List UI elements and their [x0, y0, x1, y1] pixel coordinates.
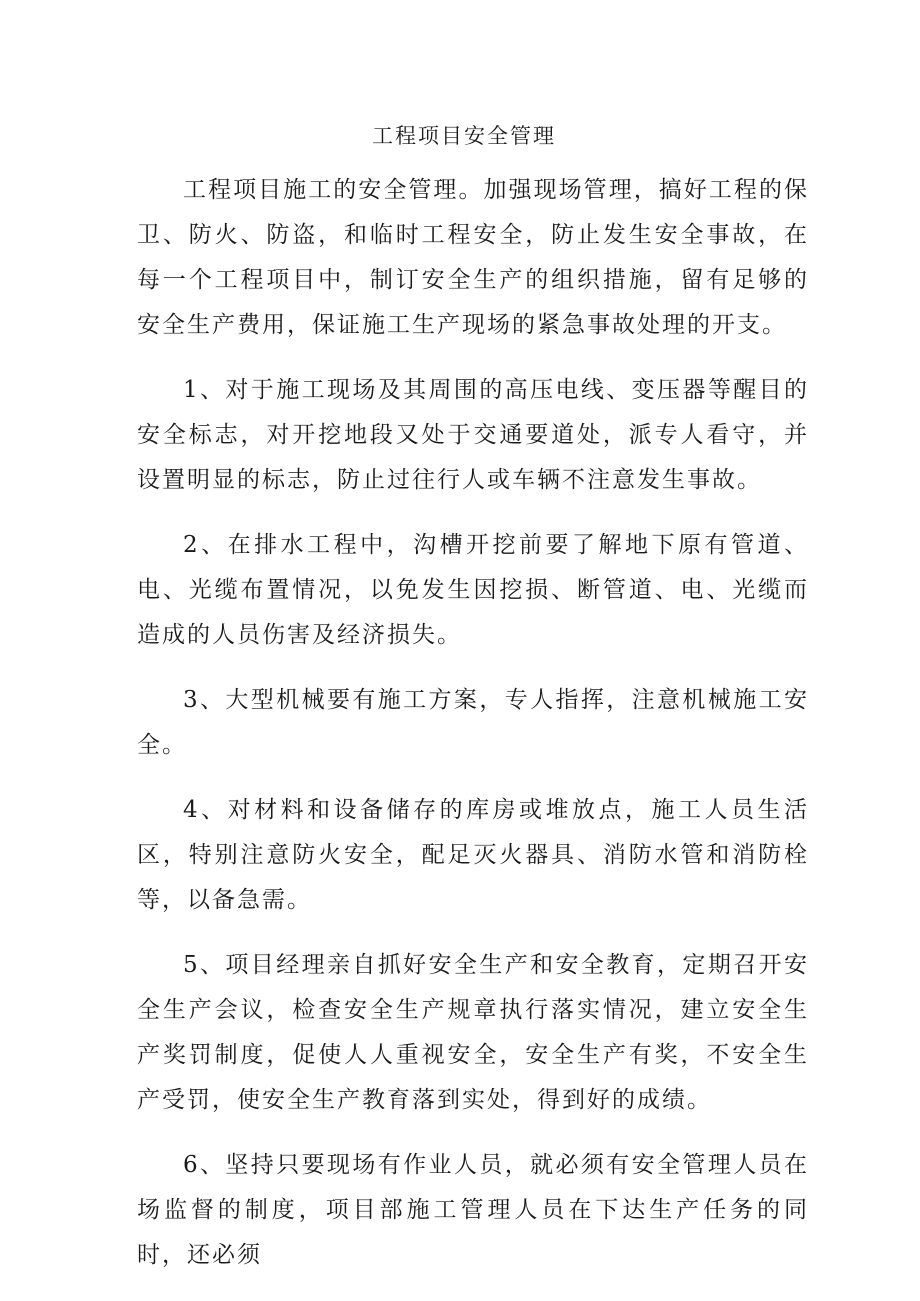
paragraph-item-3: 3、大型机械要有施工方案，专人指挥，注意机械施工安全。 [137, 687, 809, 758]
document-title: 工程项目安全管理 [372, 124, 556, 148]
paragraph-item-5: 5、项目经理亲自抓好安全生产和安全教育，定期召开安全生产会议，检查安全生产规章执行落实情况，建立安全生产奖罚制度，促使人人重视安全，安全生产有奖，不安全生产受罚，使安全生产教育落到实处，得到好的成绩。 [137, 952, 809, 1113]
paragraph-item-1: 1、对于施工现场及其周围的高压电线、变压器等醒目的安全标志，对开挖地段又处于交通要道处，派专人看守，并设置明显的标志，防止过往行人或车辆不注意发生事故。 [137, 377, 809, 493]
paragraph-item-2: 2、在排水工程中，沟槽开挖前要了解地下原有管道、电、光缆布置情况，以免发生因挖损、断管道、电、光缆而造成的人员伤害及经济损失。 [137, 532, 809, 648]
paragraph-item-6: 6、坚持只要现场有作业人员，就必须有安全管理人员在场监督的制度，项目部施工管理人员在下达生产任务的同时，还必须 [137, 1152, 809, 1268]
paragraph-intro: 工程项目施工的安全管理。加强现场管理，搞好工程的保卫、防火、防盗，和临时工程安全，防止发生安全事故，在每一个工程项目中，制订安全生产的组织措施，留有足够的安全生产费用，保证施工生产现场的紧急事故处理的开支。 [137, 177, 809, 338]
paragraph-item-4: 4、对材料和设备储存的库房或堆放点，施工人员生活区，特别注意防火安全，配足灭火器具、消防水管和消防栓等，以备急需。 [137, 797, 809, 913]
document-body [137, 168, 809, 1298]
